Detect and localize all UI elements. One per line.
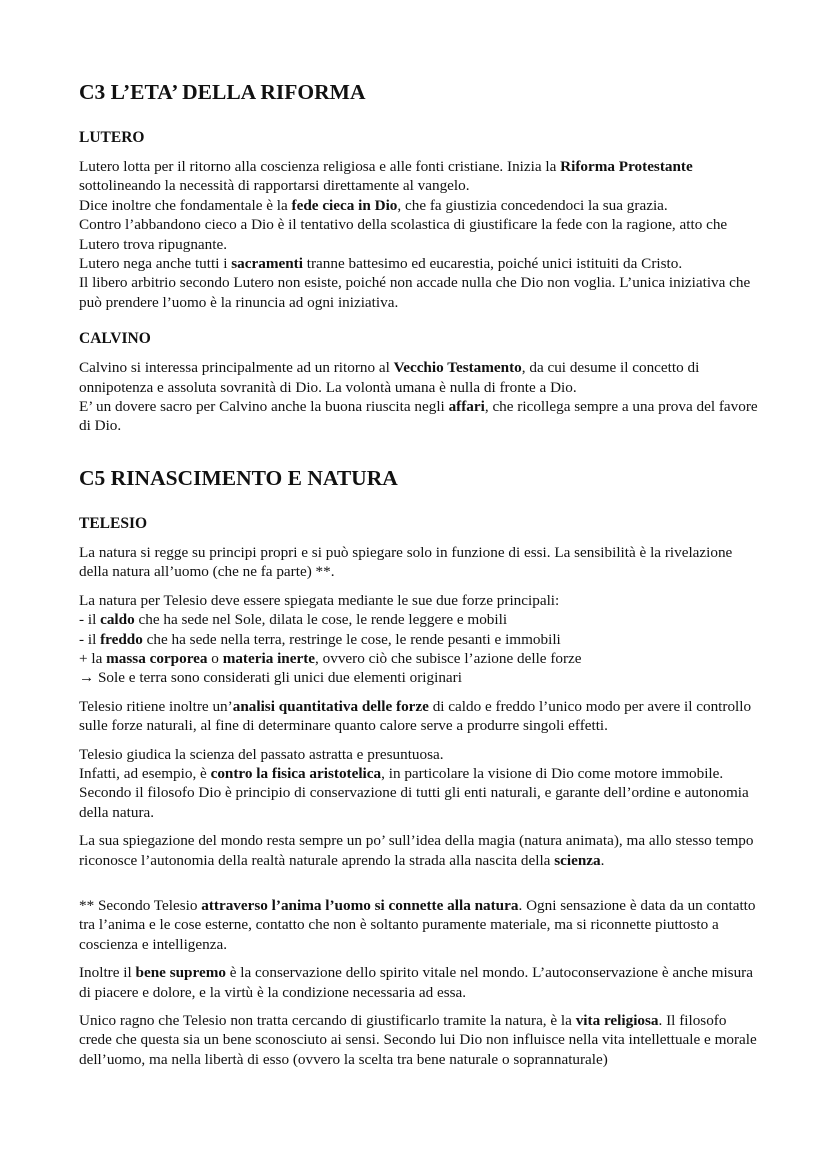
telesio-paragraph-5: Infatti, ad esempio, è contro la fisica aristotelica, in particolare la visione di Dio come motore immobile. Secondo il filosofo Dio è principio di conservazione di tutti gli enti naturali, e garante dell’ordine e autonomia della natura. — [79, 764, 749, 821]
section-title-rinascimento: C5 RINASCIMENTO E NATURA — [79, 465, 398, 490]
section-title-riforma: C3 L’ETA’ DELLA RIFORMA — [79, 80, 366, 104]
telesio-critique-block — [79, 745, 758, 823]
heading-lutero: LUTERO — [79, 129, 145, 146]
lutero-paragraph-5: Il libero arbitrio secondo Lutero non esiste, poiché non accade nulla che Dio non voglia. L’unica iniziativa che può prendere l’uomo è la rinuncia ad ogni iniziativa. — [79, 274, 751, 311]
list-item-freddo: - il freddo che ha sede nella terra, restringe le cose, le rende pesanti e immobili — [79, 630, 561, 648]
spacer — [79, 879, 758, 896]
telesio-paragraph-6: La sua spiegazione del mondo resta sempre un po’ sull’idea della magia (natura animata), ma allo stesso tempo riconosce l’autonomia della realtà naturale aprendo la strada alla nascita della scienza. — [79, 832, 754, 869]
telesio-note-3: Unico ragno che Telesio non tratta cercando di giustificarlo tramite la natura, è la vita religiosa. Il filosofo crede che questa sia un bene sconosciuto ai sensi. Secondo lui Dio non influisce nella vita intellettuale e morale dell’uomo, ma nella libertà di esso (ovvero la scelta tra bene naturale o soprannaturale) — [79, 1012, 757, 1068]
telesio-paragraph-1: La natura si regge su principi propri e si può spiegare solo in funzione di essi. La sensibilità è la rivelazione della natura all’uomo (che ne fa parte) **. — [79, 543, 733, 581]
list-item-massa: + la massa corporea o materia inerte, ovvero ciò che subisce l’azione delle forze — [79, 649, 582, 667]
telesio-paragraph-4: Telesio giudica la scienza del passato astratta e presuntuosa. — [79, 745, 444, 763]
lutero-text — [79, 157, 758, 312]
lutero-paragraph-1: Lutero lotta per il ritorno alla coscienza religiosa e alle fonti cristiane. Inizia la Riforma Protestante sottolineando la necessità di rapportarsi direttamente al vangelo. — [79, 158, 693, 195]
telesio-paragraph-2: La natura per Telesio deve essere spiegata mediante le sue due forze principali: — [79, 591, 560, 609]
telesio-forces-block — [79, 591, 758, 688]
heading-telesio: TELESIO — [79, 514, 148, 532]
calvino-paragraph-1: Calvino si interessa principalmente ad un ritorno al Vecchio Testamento, da cui desume il concetto di onnipotenza e assoluta sovranità di Dio. La volontà umana è nulla di fronte a Dio. — [79, 359, 700, 396]
list-item-conclusion: → Sole e terra sono considerati gli unici due elementi originari — [79, 669, 462, 687]
calvino-text — [79, 358, 758, 436]
calvino-paragraph-2: E’ un dovere sacro per Calvino anche la buona riuscita negli affari, che ricollega sempre a una prova del favore di Dio. — [79, 398, 758, 435]
telesio-note-1: ** Secondo Telesio attraverso l’anima l’uomo si connette alla natura. Ogni sensazione è data da un contatto tra l’anima e le cose esterne, contatto che non è soltanto puramente materiale, ma si riconnette piuttosto a coscienza e intelligenza. — [79, 896, 756, 953]
lutero-paragraph-4: Lutero nega anche tutti i sacramenti tranne battesimo ed eucarestia, poiché unici istituiti da Cristo. — [79, 255, 683, 273]
list-item-caldo: - il caldo che ha sede nel Sole, dilata le cose, le rende leggere e mobili — [79, 611, 508, 629]
heading-calvino: CALVINO — [79, 330, 151, 348]
telesio-paragraph-3: Telesio ritiene inoltre un’analisi quantitativa delle forze di caldo e freddo l’unico modo per avere il controllo sulle forze naturali, al fine di determinare quanto calore serve a produrre singoli effetti. — [79, 697, 752, 735]
telesio-note-2: Inoltre il bene supremo è la conservazione dello spirito vitale nel mondo. L’autoconservazione è anche misura di piacere e dolore, e la virtù è la condizione necessaria ad essa. — [79, 964, 753, 1001]
lutero-paragraph-3: Contro l’abbandono cieco a Dio è il tentativo della scolastica di giustificare la fede con la ragione, atto che Lutero trova ripugnante. — [79, 216, 728, 253]
lutero-paragraph-2: Dice inoltre che fondamentale è la fede cieca in Dio, che fa giustizia concedendoci la sua grazia. — [79, 196, 668, 214]
